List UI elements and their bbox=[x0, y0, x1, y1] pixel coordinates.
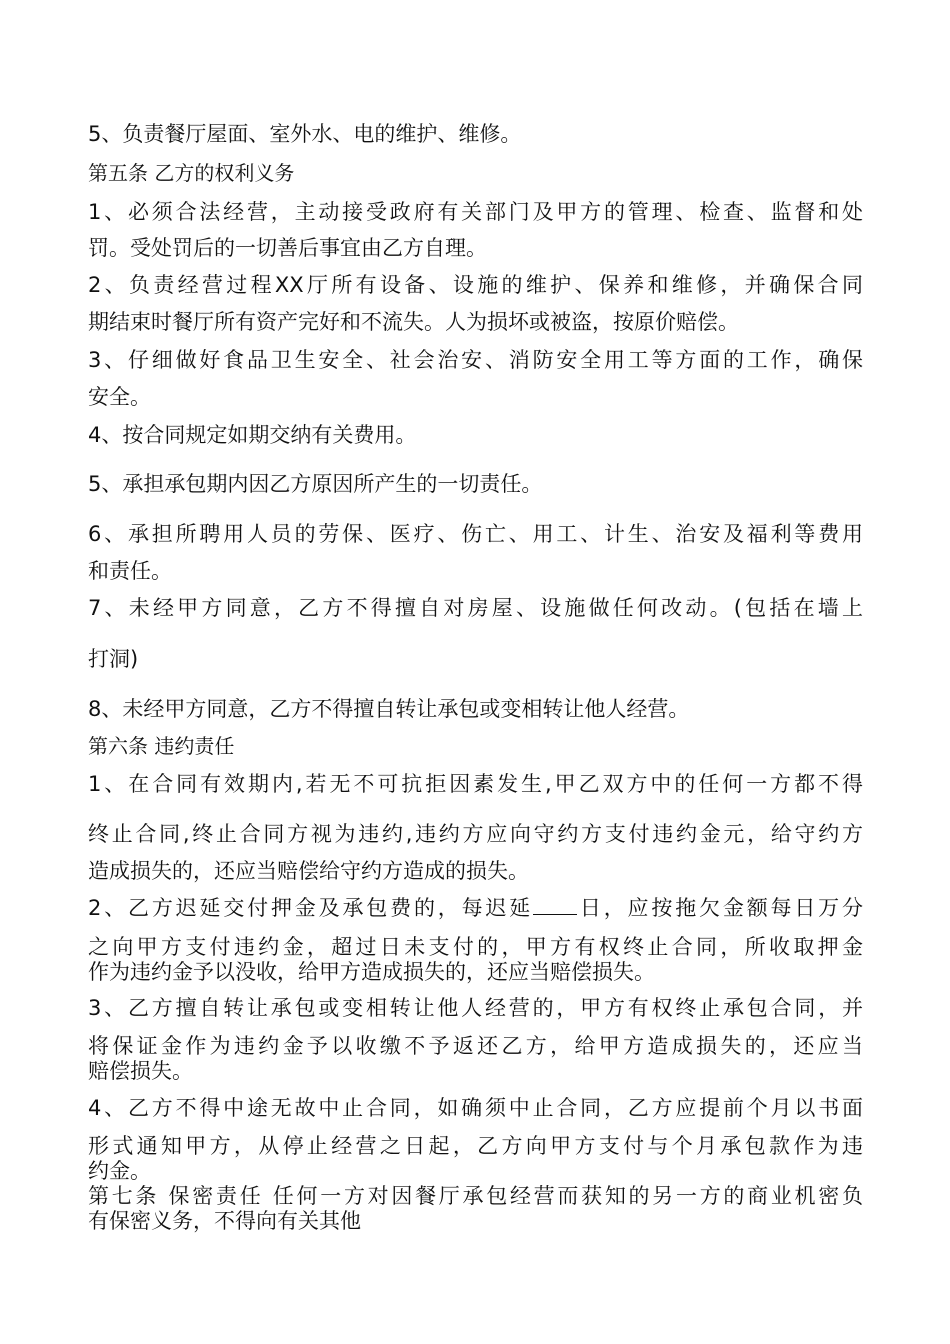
text-line: 期结束时餐厅所有资产完好和不流失。人为损坏或被盗，按原价赔偿。 bbox=[88, 310, 739, 334]
section-heading: 第五条 乙方的权利义务 bbox=[88, 161, 295, 185]
text-line: 将保证金作为违约金予以收缴不予返还乙方，给甲方造成损失的，还应当 bbox=[88, 1034, 863, 1058]
text-line: 4、按合同规定如期交纳有关费用。 bbox=[88, 423, 417, 447]
text-line bbox=[88, 895, 863, 921]
text-fragment: 2、乙方迟延交付押金及承包费的，每迟延 bbox=[88, 896, 534, 920]
text-line: 2、负责经营过程XX厅所有设备、设施的维护、保养和维修，并确保合同 bbox=[88, 273, 863, 297]
text-line: 安全。 bbox=[88, 385, 151, 409]
text-line: 约金。 bbox=[88, 1159, 151, 1183]
text-line: 5、承担承包期内因乙方原因所产生的一切责任。 bbox=[88, 472, 543, 496]
text-line: 5、负责餐厅屋面、室外水、电的维护、维修。 bbox=[88, 122, 522, 146]
text-line: 8、未经甲方同意，乙方不得擅自转让承包或变相转让他人经营。 bbox=[88, 697, 690, 721]
text-line: 作为违约金予以没收，给甲方造成损失的，还应当赔偿损失。 bbox=[88, 960, 655, 984]
text-line: 4、乙方不得中途无故中止合同，如确须中止合同，乙方应提前个月以书面 bbox=[88, 1096, 863, 1120]
text-line: 有保密义务，不得向有关其他 bbox=[88, 1209, 361, 1233]
text-line: 第七条 保密责任 任何一方对因餐厅承包经营而获知的另一方的商业机密负 bbox=[88, 1184, 863, 1208]
text-line: 7、未经甲方同意，乙方不得擅自对房屋、设施做任何改动。(包括在墙上 bbox=[88, 596, 863, 620]
text-line: 1、必须合法经营，主动接受政府有关部门及甲方的管理、检查、监督和处 bbox=[88, 200, 863, 224]
text-line: 之向甲方支付违约金，超过日未支付的，甲方有权终止合同，所收取押金 bbox=[88, 935, 863, 959]
text-line: 赔偿损失。 bbox=[88, 1059, 193, 1083]
text-line: 1、在合同有效期内,若无不可抗拒因素发生,甲乙双方中的任何一方都不得 bbox=[88, 772, 863, 796]
text-line: 3、乙方擅自转让承包或变相转让他人经营的，甲方有权终止承包合同，并 bbox=[88, 996, 863, 1020]
text-line: 3、仔细做好食品卫生安全、社会治安、消防安全用工等方面的工作，确保 bbox=[88, 348, 863, 372]
text-line: 终止合同,终止合同方视为违约,违约方应向守约方支付违约金元，给守约方 bbox=[88, 822, 863, 846]
text-line: 形式通知甲方，从停止经营之日起，乙方向甲方支付与个月承包款作为违 bbox=[88, 1134, 863, 1158]
text-line: 6、承担所聘用人员的劳保、医疗、伤亡、用工、计生、治安及福利等费用 bbox=[88, 522, 863, 546]
fill-in-blank[interactable] bbox=[533, 896, 577, 915]
text-line: 打洞) bbox=[88, 647, 139, 671]
text-line: 罚。受处罚后的一切善后事宜由乙方自理。 bbox=[88, 236, 487, 260]
section-heading: 第六条 违约责任 bbox=[88, 734, 235, 758]
text-fragment: 日，应按拖欠金额每日万分 bbox=[577, 896, 864, 920]
text-line: 和责任。 bbox=[88, 559, 172, 583]
text-line: 造成损失的，还应当赔偿给守约方造成的损失。 bbox=[88, 859, 529, 883]
